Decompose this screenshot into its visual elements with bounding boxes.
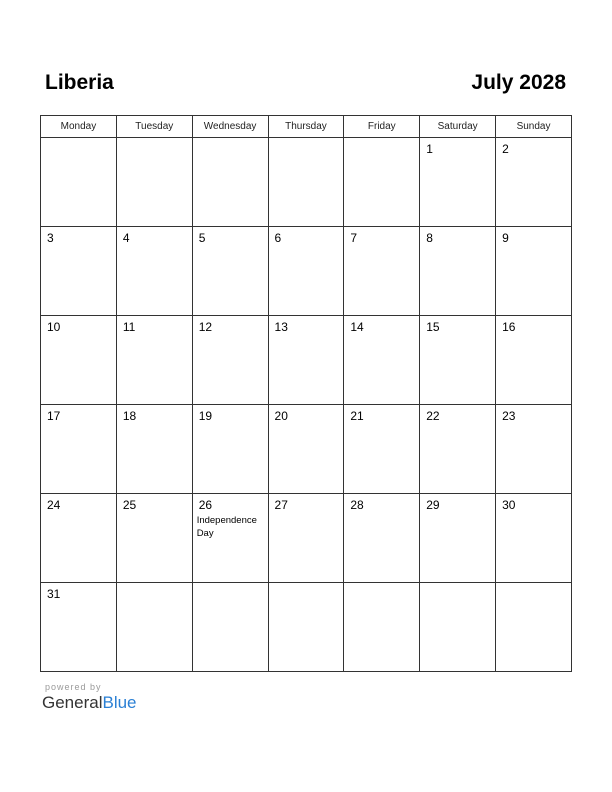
day-cell (420, 494, 496, 583)
footer-branding (42, 682, 137, 713)
day-number (269, 138, 344, 142)
day-number: 5 (198, 231, 206, 245)
day-cell (192, 405, 268, 494)
brand-blue: Blue (102, 693, 137, 712)
day-number: 17 (47, 409, 61, 423)
day-number: 1 (426, 142, 433, 156)
weekday-header: Thursday (268, 116, 344, 138)
day-cell (268, 405, 344, 494)
day-number: 18 (122, 409, 137, 423)
week-row (41, 316, 572, 405)
day-cell (344, 494, 420, 583)
day-cell (344, 583, 420, 672)
day-number (344, 138, 419, 142)
day-number: 4 (122, 231, 130, 245)
week-row (41, 227, 572, 316)
day-cell (420, 405, 496, 494)
day-cell (116, 405, 192, 494)
day-cell (496, 138, 572, 227)
day-cell (420, 227, 496, 316)
day-number: 24 (47, 498, 61, 512)
month-year-title: July 2028 (471, 71, 566, 94)
day-cell (41, 583, 117, 672)
day-cell (268, 227, 344, 316)
day-number (496, 583, 571, 587)
day-cell (268, 494, 344, 583)
day-cell (116, 227, 192, 316)
day-number (269, 583, 344, 587)
day-number: 8 (426, 231, 433, 245)
day-number (344, 583, 419, 587)
day-cell (192, 494, 268, 583)
day-cell (41, 138, 117, 227)
day-number: 16 (502, 320, 516, 334)
day-cell (344, 405, 420, 494)
day-cell (496, 583, 572, 672)
day-number: 22 (426, 409, 440, 423)
day-cell (192, 316, 268, 405)
week-row (41, 583, 572, 672)
day-cell (268, 316, 344, 405)
day-cell (420, 138, 496, 227)
day-cell (41, 405, 117, 494)
day-number: 15 (426, 320, 440, 334)
day-number (193, 583, 268, 587)
day-number: 9 (502, 231, 509, 245)
day-number (193, 138, 268, 142)
weekday-header: Monday (41, 116, 117, 138)
day-number: 20 (274, 409, 288, 423)
day-number (117, 138, 192, 142)
day-cell (116, 583, 192, 672)
day-number (117, 583, 192, 587)
day-cell (420, 583, 496, 672)
day-number: 11 (122, 320, 136, 334)
day-number: 10 (47, 320, 61, 334)
day-number: 23 (502, 409, 516, 423)
day-number: 19 (198, 409, 213, 423)
day-cell (116, 494, 192, 583)
brand-general: General (42, 693, 103, 712)
day-number: 31 (47, 587, 61, 601)
weekday-header: Tuesday (116, 116, 192, 138)
weekday-header-row (41, 116, 572, 138)
day-number: 2 (502, 142, 509, 156)
weekday-header: Sunday (496, 116, 572, 138)
day-number: 6 (274, 231, 282, 245)
day-cell (116, 138, 192, 227)
week-row (41, 138, 572, 227)
day-number: 25 (122, 498, 137, 512)
day-cell (496, 316, 572, 405)
day-cell (344, 138, 420, 227)
day-cell (496, 227, 572, 316)
day-number: 26 (198, 498, 213, 512)
day-cell (192, 138, 268, 227)
day-number: 7 (350, 231, 358, 245)
day-number: 29 (426, 498, 440, 512)
day-number: 3 (47, 231, 54, 245)
day-cell (41, 227, 117, 316)
day-number (420, 583, 495, 587)
weekday-header: Friday (344, 116, 420, 138)
day-cell (496, 494, 572, 583)
day-cell (268, 583, 344, 672)
day-cell (420, 316, 496, 405)
day-cell (116, 316, 192, 405)
generalblue-logo (42, 693, 137, 713)
day-cell (496, 405, 572, 494)
weekday-header: Saturday (420, 116, 496, 138)
weekday-header: Wednesday (192, 116, 268, 138)
day-cell (192, 583, 268, 672)
day-number: 30 (502, 498, 516, 512)
holiday-label: Independence Day (196, 515, 257, 539)
powered-by-text: powered by (45, 682, 102, 692)
day-cell (41, 316, 117, 405)
day-number: 13 (274, 320, 288, 334)
week-row (41, 494, 572, 583)
country-title: Liberia (45, 71, 114, 94)
day-number (41, 138, 116, 142)
day-cell (344, 316, 420, 405)
calendar-grid (40, 115, 572, 672)
day-number: 27 (274, 498, 288, 512)
day-number: 21 (350, 409, 364, 423)
day-number: 14 (350, 320, 364, 334)
week-row (41, 405, 572, 494)
day-cell (41, 494, 117, 583)
day-number: 28 (350, 498, 364, 512)
day-cell (268, 138, 344, 227)
day-number: 12 (198, 320, 213, 334)
day-cell (192, 227, 268, 316)
day-cell (344, 227, 420, 316)
